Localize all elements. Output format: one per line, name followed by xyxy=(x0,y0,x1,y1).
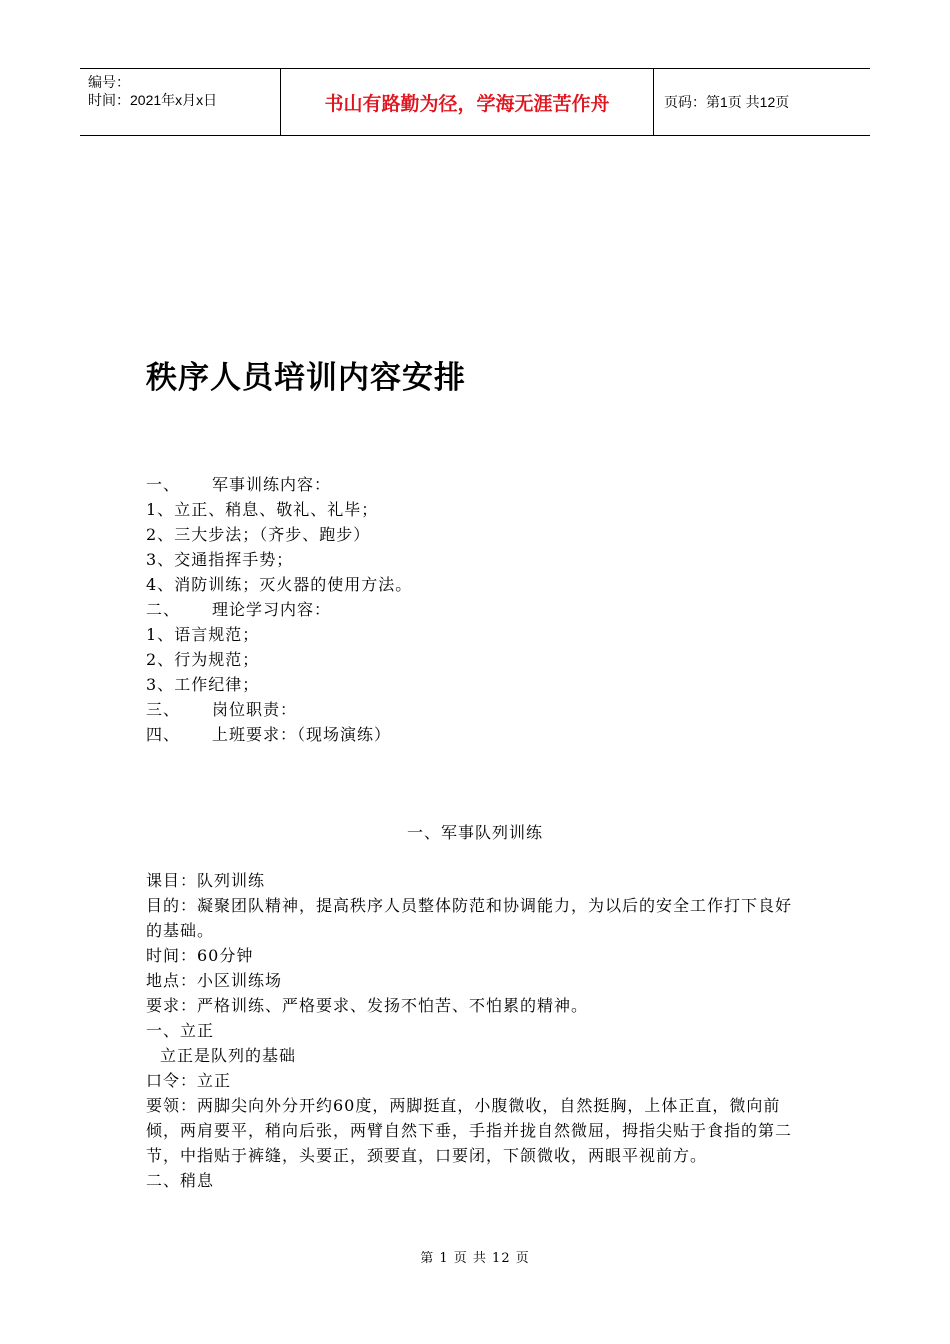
outline-item-text: 语言规范； xyxy=(174,625,260,644)
outline-item xyxy=(146,647,826,672)
outline-item xyxy=(146,522,826,547)
outline-item-text: 上班要求：（现场演练） xyxy=(212,725,392,744)
section-heading: 一、军事队列训练 xyxy=(406,823,543,842)
page-footer: 第 1 页 共 12 页 xyxy=(420,1251,530,1266)
purpose-paragraph: 目的：凝聚团队精神，提高秩序人员整体防范和协调能力，为以后的安全工作打下良好的基础。 xyxy=(146,896,793,940)
outline-item xyxy=(146,672,826,697)
outline-list xyxy=(146,472,826,747)
command-line: 口令：立正 xyxy=(146,1071,232,1090)
page-header xyxy=(80,68,870,136)
outline-item xyxy=(146,572,826,597)
outline-item-text: 理论学习内容： xyxy=(212,600,332,619)
header-page-info: 页码：第1页 共12页 xyxy=(664,94,790,110)
outline-item-number: 2、 xyxy=(146,525,175,544)
item-standing-title: 一、立正 xyxy=(146,1021,215,1040)
outline-item-text: 岗位职责： xyxy=(212,700,298,719)
outline-item xyxy=(146,547,826,572)
outline-item-number: 3、 xyxy=(146,550,175,569)
outline-item-text: 军事训练内容： xyxy=(212,475,332,494)
outline-item xyxy=(146,622,826,647)
outline-item xyxy=(146,597,826,622)
time-label: 时间：2021年x月x日 xyxy=(88,92,218,108)
outline-item-number: 4、 xyxy=(146,575,175,594)
outline-item-number: 二、 xyxy=(146,600,181,619)
requirement-line: 要求：严格训练、严格要求、发扬不怕苦、不怕累的精神。 xyxy=(146,996,589,1015)
item-standing-desc: 立正是队列的基础 xyxy=(160,1046,297,1065)
item-at-ease-title: 二、稍息 xyxy=(146,1171,215,1190)
essentials-paragraph: 要领：两脚尖向外分开约60度，两脚挺直，小腹微收，自然挺胸，上体正直，微向前倾，两肩要平，稍向后张，两臂自然下垂，手指并拢自然微屈，拇指尖贴于食指的第二节，中指贴于裤缝，头要正，颈要直，口要闭，下颌微收，两眼平视前方。 xyxy=(146,1096,793,1165)
outline-item xyxy=(146,472,826,497)
outline-item-number: 1、 xyxy=(146,500,175,519)
outline-item-number: 四、 xyxy=(146,725,181,744)
number-label: 编号： xyxy=(88,74,130,90)
subject-line: 课目：队列训练 xyxy=(146,871,266,890)
outline-item-text: 交通指挥手势； xyxy=(174,550,294,569)
place-line: 地点：小区训练场 xyxy=(146,971,283,990)
header-left-cell xyxy=(80,69,281,135)
time-line: 时间：60分钟 xyxy=(146,946,254,965)
outline-item-text: 消防训练；灭火器的使用方法。 xyxy=(174,575,413,594)
outline-item-text: 三大步法；（齐步、跑步） xyxy=(174,525,371,544)
outline-item xyxy=(146,697,826,722)
training-body xyxy=(146,868,808,1193)
outline-item-text: 工作纪律； xyxy=(174,675,260,694)
outline-item xyxy=(146,722,826,747)
outline-item-number: 2、 xyxy=(146,650,175,669)
outline-item-number: 1、 xyxy=(146,625,175,644)
outline-item-text: 行为规范； xyxy=(174,650,260,669)
header-motto: 书山有路勤为径，学海无涯苦作舟 xyxy=(281,69,654,135)
outline-item-text: 立正、稍息、敬礼、礼毕； xyxy=(174,500,379,519)
outline-item xyxy=(146,497,826,522)
outline-item-number: 三、 xyxy=(146,700,181,719)
document-title: 秩序人员培训内容安排 xyxy=(146,360,466,396)
outline-item-number: 一、 xyxy=(146,475,181,494)
outline-item-number: 3、 xyxy=(146,675,175,694)
